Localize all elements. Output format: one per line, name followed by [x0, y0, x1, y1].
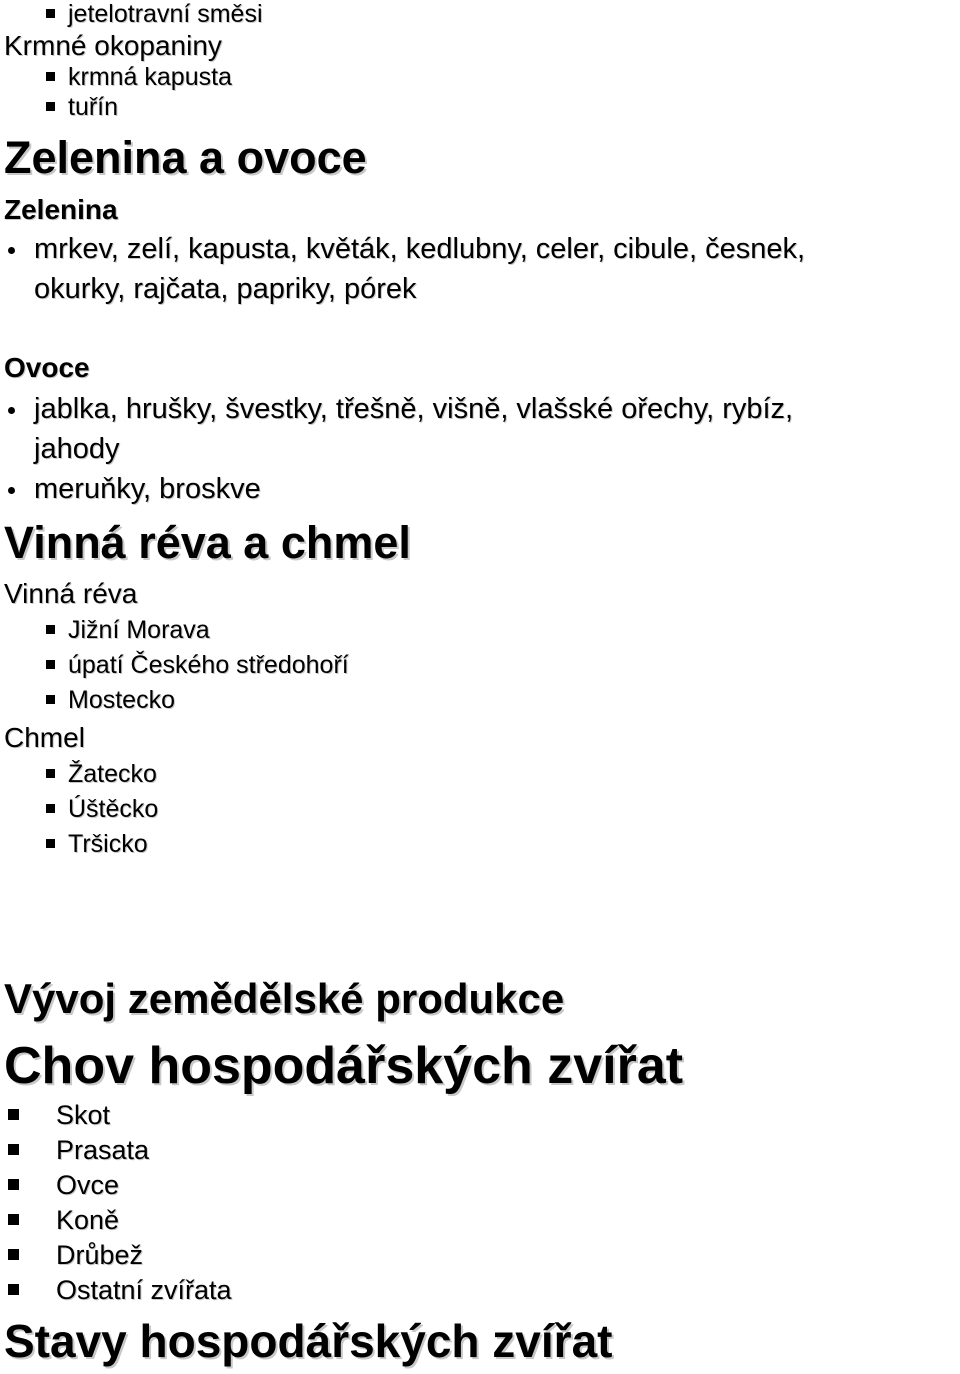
section-title-zelenina-ovoce: Zelenina a ovoce [4, 132, 367, 183]
list-item-text: jetelotravní směsi [68, 0, 263, 28]
list-item-text: Úštěcko [68, 795, 159, 823]
list-item-text: Koně [56, 1205, 120, 1235]
square-bullet-icon [8, 1284, 19, 1295]
square-bullet-icon [46, 769, 55, 778]
section-title-vyvoj: Vývoj zemědělské produkce [4, 975, 565, 1022]
square-bullet-icon [46, 695, 55, 704]
round-bullet-icon [8, 407, 15, 414]
list-item-text: Skot [56, 1100, 111, 1130]
list-item-continuation: okurky, rajčata, papriky, pórek [34, 273, 417, 305]
square-bullet-icon [46, 102, 55, 111]
list-item-text: Mostecko [68, 686, 175, 714]
list-item-text: Ovce [56, 1170, 120, 1200]
subheading-vinna-reva: Vinná réva [4, 578, 138, 609]
section-title-chov: Chov hospodářských zvířat [4, 1037, 684, 1095]
list-item-text: úpatí Českého středohoří [68, 651, 349, 679]
round-bullet-icon [8, 487, 15, 494]
subheading-chmel: Chmel [4, 722, 85, 753]
list-item-text: Žatecko [68, 760, 157, 788]
list-item-text: Tršicko [68, 830, 148, 858]
square-bullet-icon [46, 72, 55, 81]
square-bullet-icon [46, 804, 55, 813]
section-title-vinna-reva-chmel: Vinná réva a chmel [4, 517, 411, 568]
list-item-text: tuřín [68, 93, 119, 121]
square-bullet-icon [46, 625, 55, 634]
subheading-krmne-okopaniny: Krmné okopaniny [4, 30, 222, 61]
list-item-text: krmná kapusta [68, 63, 232, 91]
square-bullet-icon [8, 1214, 19, 1225]
square-bullet-icon [46, 660, 55, 669]
square-bullet-icon [8, 1179, 19, 1190]
list-item-text: jablka, hrušky, švestky, třešně, višně, vlašské ořechy, rybíz, [34, 393, 794, 425]
list-item-text: Drůbež [56, 1240, 144, 1270]
square-bullet-icon [8, 1144, 19, 1155]
list-item-text: Prasata [56, 1135, 150, 1165]
list-item-text: meruňky, broskve [34, 473, 261, 505]
subheading-ovoce: Ovoce [4, 352, 90, 383]
square-bullet-icon [46, 839, 55, 848]
square-bullet-icon [8, 1249, 19, 1260]
list-item-continuation: jahody [34, 433, 120, 465]
list-item-text: mrkev, zelí, kapusta, květák, kedlubny, celer, cibule, česnek, [34, 233, 806, 265]
square-bullet-icon [46, 9, 55, 18]
subheading-zelenina: Zelenina [4, 194, 118, 225]
list-item-text: Jižní Morava [68, 616, 210, 644]
list-item-text: Ostatní zvířata [56, 1275, 232, 1305]
round-bullet-icon [8, 247, 15, 254]
square-bullet-icon [8, 1109, 19, 1120]
section-title-stavy: Stavy hospodářských zvířat [4, 1315, 613, 1367]
